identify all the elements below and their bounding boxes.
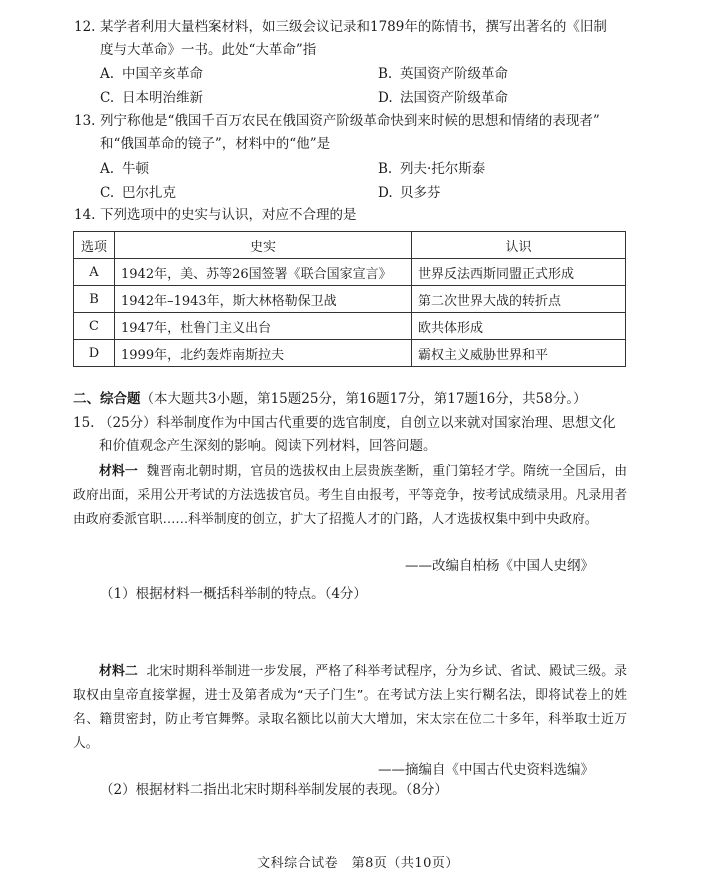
question-12 [74,16,634,62]
option-letter: C. [100,90,115,106]
page-footer: 文科综合试卷 第8页（共10页） [257,856,459,871]
option-b [378,64,508,84]
option-c [100,183,176,203]
option-letter: D. [378,185,393,201]
option-letter: B. [378,66,393,82]
table-header-row [74,232,626,259]
material-text: 北宋时期科举制进一步发展，严格了科举考试程序，分为乡试、省试、殿试三级。录取权由皇帝直接掌握，进士及第者成为“天子门生”。在考试方法上实行糊名法，即将试卷上的姓名、籍贯密封，防止考官舞弊。录取名额比以前大大增加，宋太宗在位二十多年，科举取士近万人。 [73,664,628,751]
option-text: 巴尔扎克 [122,185,176,201]
section-desc: （本大题共3小题，第15题25分，第16题17分，第17题16分，共58分。） [140,391,587,407]
table-cell: 世界反法西斯同盟正式形成 [412,259,626,286]
header-view: 认识 [412,232,626,259]
option-d [378,88,508,108]
material-source: ——改编自柏杨《中国人史纲》 [405,558,594,574]
question-15 [73,412,633,458]
material-title: 材料一 [99,464,138,479]
table-row [74,313,626,340]
table-cell: B [74,286,115,313]
table-cell: 1942年–1943年，斯大林格勒保卫战 [115,286,412,313]
table-cell: 1942年，美、苏等26国签署《联合国家宣言》 [115,259,412,286]
table-row [74,340,626,367]
table-row [74,286,626,313]
question-stem-cont: 和价值观念产生深刻的影响。阅读下列材料，回答问题。 [99,438,437,454]
q14-table [73,231,626,367]
material-title: 材料二 [99,664,138,679]
section-title: 二、综合题 [73,391,141,407]
option-letter: C. [100,185,115,201]
option-c [100,88,203,108]
header-option: 选项 [74,232,115,259]
question-stem: 某学者利用大量档案材料，如三级会议记录和1789年的陈情书，撰写出著名的《旧制 [100,19,607,35]
option-letter: B. [378,161,393,177]
option-letter: A. [100,66,115,82]
option-text: 中国辛亥革命 [122,66,203,82]
option-text: 贝多芬 [400,185,441,201]
question-14 [74,204,634,227]
question-stem-cont: 和“俄国革命的镜子”，材料中的“他”是 [100,136,331,152]
table-cell: 霸权主义威胁世界和平 [412,340,626,367]
option-letter: A. [100,161,115,177]
table-cell: 第二次世界大战的转折点 [412,286,626,313]
option-text: 日本明治维新 [122,90,203,106]
question-number: 12. [74,19,96,35]
table-cell: 欧共体形成 [412,313,626,340]
table-cell: D [74,340,115,367]
option-text: 英国资产阶级革命 [400,66,508,82]
table-row [74,259,626,286]
question-stem-cont: 度与大革命》一书。此处“大革命”指 [100,42,317,58]
question-13 [74,110,634,156]
section-heading [73,388,633,410]
sub-question-2: （2）根据材料二指出北宋时期科举制发展的表现。（8分） [100,782,448,798]
material-text: 魏晋南北朝时期，官员的选拔权由上层贵族垄断，重门第轻才学。隋统一全国后，由政府出面，采用公开考试的方法选拔官员。考生自由报考，平等竞争，按考试成绩录用。凡录用者由政府委派官职……科举制度的创立，扩大了招揽人才的门路，人才选拔权集中到中央政府。 [73,464,628,527]
option-d [378,183,441,203]
option-text: 列夫·托尔斯泰 [400,161,486,177]
option-text: 法国资产阶级革命 [400,90,508,106]
option-a [100,159,149,179]
question-stem: 下列选项中的史实与认识，对应不合理的是 [100,207,357,223]
question-number: 14. [74,207,96,223]
table-cell: 1999年，北约轰炸南斯拉夫 [115,340,412,367]
table-cell: C [74,313,115,340]
table-cell: A [74,259,115,286]
option-a [100,64,203,84]
sub-question-1: （1）根据材料一概括科举制的特点。（4分） [100,586,367,602]
material-1 [73,460,627,532]
option-b [378,159,485,179]
header-fact: 史实 [115,232,412,259]
option-text: 牛顿 [122,161,149,177]
table-cell: 1947年，杜鲁门主义出台 [115,313,412,340]
question-number: 15. [73,415,95,431]
option-letter: D. [378,90,393,106]
question-stem: （25分）科举制度作为中国古代重要的选官制度，自创立以来就对国家治理、思想文化 [99,415,616,431]
question-number: 13. [74,113,96,129]
material-2 [73,660,627,756]
material-source: ——摘编自《中国古代史资料选编》 [378,762,594,778]
question-stem: 列宁称他是“俄国千百万农民在俄国资产阶级革命快到来时候的思想和情绪的表现者” [100,113,600,129]
